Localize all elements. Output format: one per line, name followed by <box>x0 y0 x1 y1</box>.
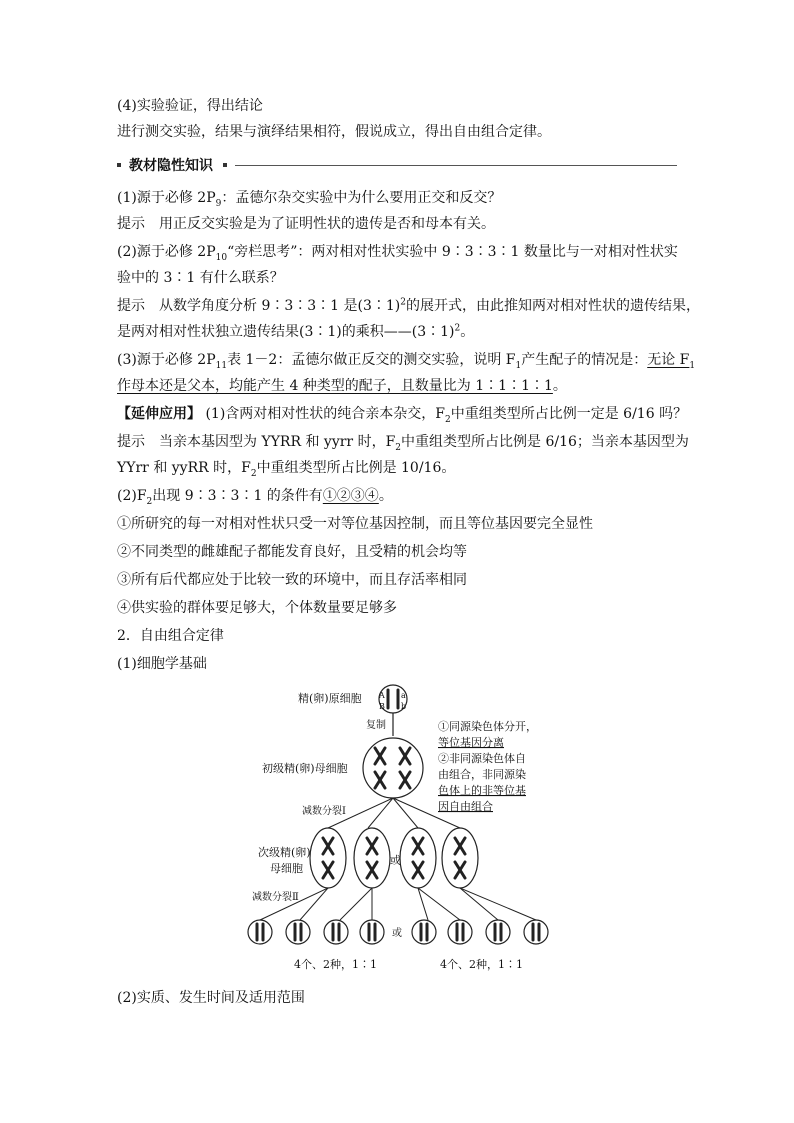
step4-text: 进行测交实验，结果与演绎结果相符，假说成立，得出自由组合定律。 <box>117 124 551 140</box>
question-1: (1)源于必修 $2P_9$：孟德尔杂交实验中为什么要用正交和反交？ <box>117 190 502 209</box>
section-2-2-title: (2)实质、发生时间及适用范围 <box>117 990 305 1006</box>
question-3: (3)源于必修 $2P_{11}$表 1－2：孟德尔做正反交的测交实验，说明 $F_1$产生配子的情况是：无论 $F_1$ <box>117 352 696 371</box>
answer-2a: 提示 从数学角度分析 9∶3∶3∶1 是(3∶1)$^2$的展开式，由此推知两对相对性状的遗传结果， <box>117 297 701 314</box>
note-line-1: ①同源染色体分开， <box>438 720 537 733</box>
square-bullet-icon <box>223 163 227 167</box>
label-replicate: 复制 <box>366 720 386 731</box>
extension-q2: $(2)F_2$出现 9∶3∶3∶1 的条件有①②③④。 <box>117 488 393 507</box>
question-2-cont: 验中的 3∶1 有什么联系？ <box>117 270 284 286</box>
section-title: 教材隐性知识 <box>129 158 213 174</box>
section-2-title: 2．自由组合定律 <box>117 628 224 644</box>
primary-cell <box>363 738 423 798</box>
gamete-cell <box>248 920 272 944</box>
meiosis-diagram <box>240 680 560 980</box>
gamete-cell <box>524 920 548 944</box>
condition-3: ③所有后代都应处于比较一致的环境中，而且存活率相同 <box>117 572 467 588</box>
condition-2: ②不同类型的雌雄配子都能发育良好，且受精的机会均等 <box>117 544 467 560</box>
extension-a1-cont: YYrr 和 yyRR 时，$F_2$中重组类型所占比例是 10/16。 <box>117 460 456 479</box>
gamete-cell <box>286 920 310 944</box>
gene-b: b <box>401 702 407 711</box>
gene-A: A <box>379 691 385 700</box>
gamete-cell <box>324 920 348 944</box>
answer-2b: 是两对相对性状独立遗传结果(3∶1)的乘积——(3∶1)$^2$。 <box>117 323 475 340</box>
label-or-2: 或 <box>392 928 402 939</box>
square-bullet-icon <box>117 163 121 167</box>
label-primary: 初级精(卵)母细胞 <box>262 762 348 775</box>
label-spermatogonium: 精(卵)原细胞 <box>298 692 362 705</box>
gamete-cell <box>360 920 384 944</box>
label-meiosis-2: 减数分裂Ⅱ <box>252 892 299 903</box>
note-line-3: ②非同源染色体自 <box>438 752 526 765</box>
gamete-cell <box>412 920 436 944</box>
section-rule <box>235 165 677 166</box>
note-line-4: 由组合，非同源染 <box>438 768 526 781</box>
extension-a1: 提示 当亲本基因型为 YYRR 和 yyrr 时，$F_2$中重组类型所占比例是 6/16；当亲本基因型为 <box>117 434 689 453</box>
label-meiosis-1: 减数分裂Ⅰ <box>302 806 346 817</box>
note-line-6: 因自由组合 <box>438 800 493 813</box>
section-2-1-title: (1)细胞学基础 <box>117 656 207 672</box>
section-header <box>117 155 677 175</box>
secondary-cell <box>310 828 346 888</box>
condition-4: ④供实验的群体要足够大，个体数量要足够多 <box>117 600 397 616</box>
secondary-cell <box>354 828 390 888</box>
label-secondary-1: 次级精(卵) <box>258 846 311 859</box>
extension-q1: 【延伸应用】 (1)含两对相对性状的纯合亲本杂交，$F_2$中重组类型所占比例一定是 6/16 吗？ <box>117 406 688 425</box>
answer-1: 提示 用正反交实验是为了证明性状的遗传是否和母本有关。 <box>117 216 495 232</box>
result-right: 4个、2种，1∶1 <box>440 958 523 971</box>
question-2: (2)源于必修 $2P_{10}“$旁栏思考”：两对相对性状实验中 9∶3∶3∶1 数量比与一对相对性状实 <box>117 244 678 263</box>
gene-B: B <box>379 702 385 711</box>
secondary-cell <box>400 828 436 888</box>
gene-a: a <box>401 691 406 700</box>
gamete-cell <box>448 920 472 944</box>
label-or: 或 <box>390 854 401 867</box>
secondary-cell <box>442 828 478 888</box>
note-line-5: 色体上的非等位基 <box>438 784 526 797</box>
gamete-cell <box>486 920 510 944</box>
result-left: 4个、2种，1∶1 <box>294 958 377 971</box>
label-secondary-2: 母细胞 <box>270 862 303 875</box>
condition-1: ①所研究的每一对相对性状只受一对等位基因控制，而且等位基因要完全显性 <box>117 516 593 532</box>
note-line-2: 等位基因分离 <box>438 736 504 749</box>
step4-heading: (4)实验验证，得出结论 <box>117 98 263 114</box>
question-3-cont: 作母本还是父本，均能产生 4 种类型的配子，且数量比为 1∶1∶1∶1。 <box>117 378 567 394</box>
